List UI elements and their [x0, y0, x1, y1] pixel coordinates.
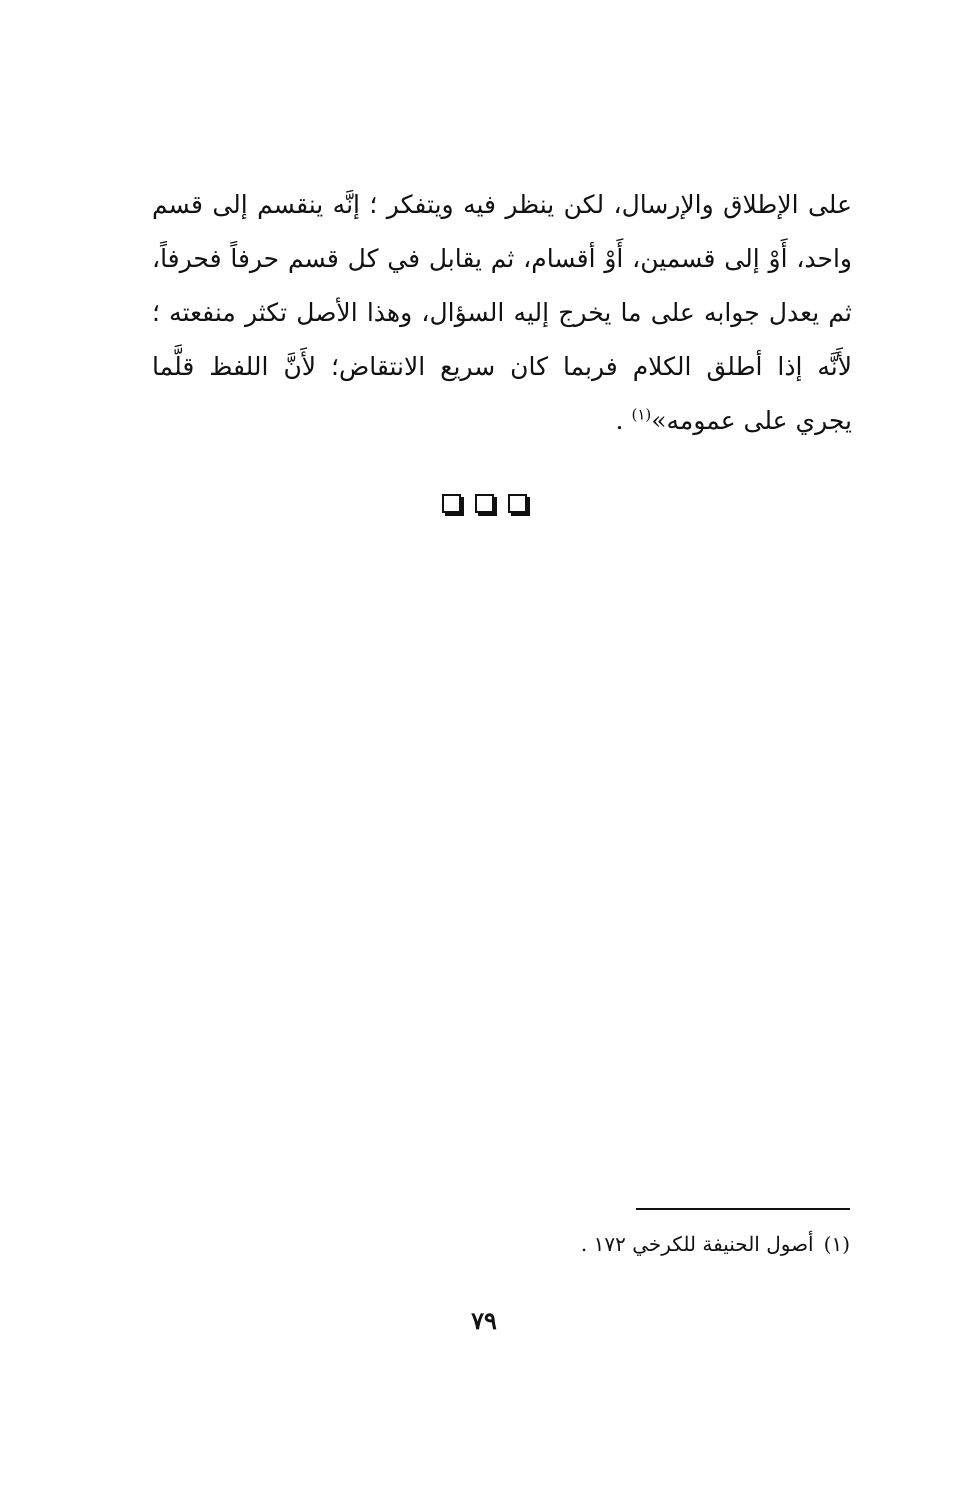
sentence-end: .: [615, 406, 632, 435]
paragraph-last-line: [152, 394, 852, 448]
square-ornament-icon: [508, 494, 527, 513]
footnote-reference: (١): [631, 405, 652, 424]
footnote-number: (١): [823, 1232, 850, 1256]
paragraph-line: واحد، أَوْ إلى قسمين، أَوْ أقسام، ثم يقابل في كل قسم حرفاً فحرفاً،: [152, 244, 852, 273]
footnote-text: أصول الحنيفة للكرخي ١٧٢ .: [580, 1232, 814, 1256]
main-paragraph: [152, 178, 852, 448]
footnote-divider: [636, 1208, 850, 1210]
square-ornament-icon: [475, 494, 494, 513]
paragraph-line: على الإطلاق والإرسال، لكن ينظر فيه ويتفكر ؛ إنَّه ينقسم إلى قسم: [152, 190, 852, 219]
paragraph-line: ثم يعدل جوابه على ما يخرج إليه السؤال، وهذا الأصل تكثر منفعته ؛: [152, 298, 852, 327]
square-ornament-icon: [442, 494, 461, 513]
section-separator: [0, 494, 968, 513]
page-number: ٧٩: [471, 1306, 497, 1335]
paragraph-line: يجري على عمومه»: [651, 406, 852, 435]
paragraph-line: لأَنَّه إذا أطلق الكلام فربما كان سريع الانتقاض؛ لأَنَّ اللفظ قلَّما: [152, 352, 852, 381]
footnote: [581, 1228, 850, 1260]
